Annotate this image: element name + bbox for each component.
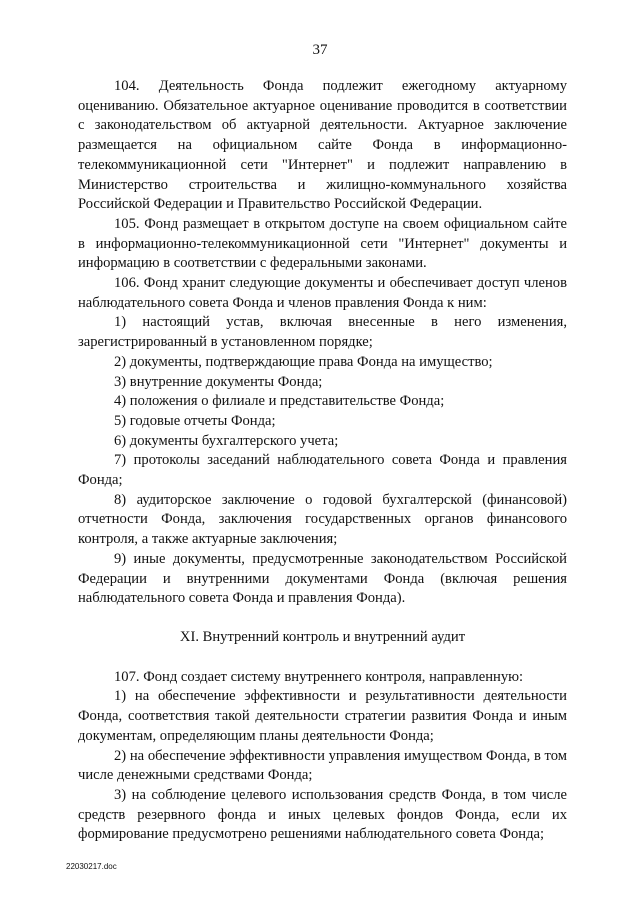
list-item: 8) аудиторское заключение о годовой бухгалтерской (финансовой) отчетности Фонда, заключения государственных органов финансового контроля, а также актуарные заключения; (78, 491, 567, 548)
paragraph-104: 104. Деятельность Фонда подлежит ежегодному актуарному оцениванию. Обязательное актуарное оценивание проводится в соответствии с законодательством об актуарной деятельности. Актуарное заключение размещается на официальном сайте Фонда в информационно-телекоммуникационной сети "Интернет" и подлежит направлению в Министерство строительства и жилищно-коммунального хозяйства Российской Федерации и Правительство Российской Федерации. (78, 78, 567, 213)
list-item: 7) протоколы заседаний наблюдательного совета Фонда и правления Фонда; (78, 452, 567, 489)
list-item: 3) внутренние документы Фонда; (114, 373, 323, 390)
list-item: 6) документы бухгалтерского учета; (114, 432, 339, 449)
document-body (78, 77, 567, 845)
list-item: 3) на соблюдение целевого использования средств Фонда, в том числе средств резервного фонда и иных целевых фондов Фонда, если их формирование предусмотрено решениями наблюдательного совета Фонда; (78, 786, 567, 843)
list-item: 2) на обеспечение эффективности управления имуществом Фонда, в том числе денежными средствами Фонда; (78, 747, 567, 784)
list-item: 1) на обеспечение эффективности и результативности деятельности Фонда, соответствия такой деятельности стратегии развития Фонда и иным документам, определяющим планы деятельности Фонда; (78, 688, 567, 744)
list-item: 4) положения о филиале и представительстве Фонда; (114, 393, 445, 410)
list-item: 9) иные документы, предусмотренные законодательством Российской Федерации и внутренними документами Фонда (включая решения наблюдательного совета Фонда и правления Фонда). (78, 550, 567, 607)
list-item: 5) годовые отчеты Фонда; (114, 412, 276, 429)
section-heading: XI. Внутренний контроль и внутренний аудит (179, 628, 466, 645)
paragraph-107: 107. Фонд создает систему внутреннего контроля, направленную: (114, 668, 524, 685)
paragraph-105: 105. Фонд размещает в открытом доступе на своем официальном сайте в информационно-телекоммуникационной сети "Интернет" документы и информацию в соответствии с федеральными законами. (78, 215, 567, 272)
list-item: 1) настоящий устав, включая внесенные в него изменения, зарегистрированный в установленном порядке; (78, 314, 567, 351)
list-item: 2) документы, подтверждающие права Фонда на имущество; (114, 353, 493, 370)
paragraph-106: 106. Фонд хранит следующие документы и обеспечивает доступ членов наблюдательного совета Фонда и членов правления Фонда к ним: (78, 275, 567, 311)
page-number: 37 (312, 42, 328, 58)
footer-filename: 22030217.doc (66, 862, 117, 871)
